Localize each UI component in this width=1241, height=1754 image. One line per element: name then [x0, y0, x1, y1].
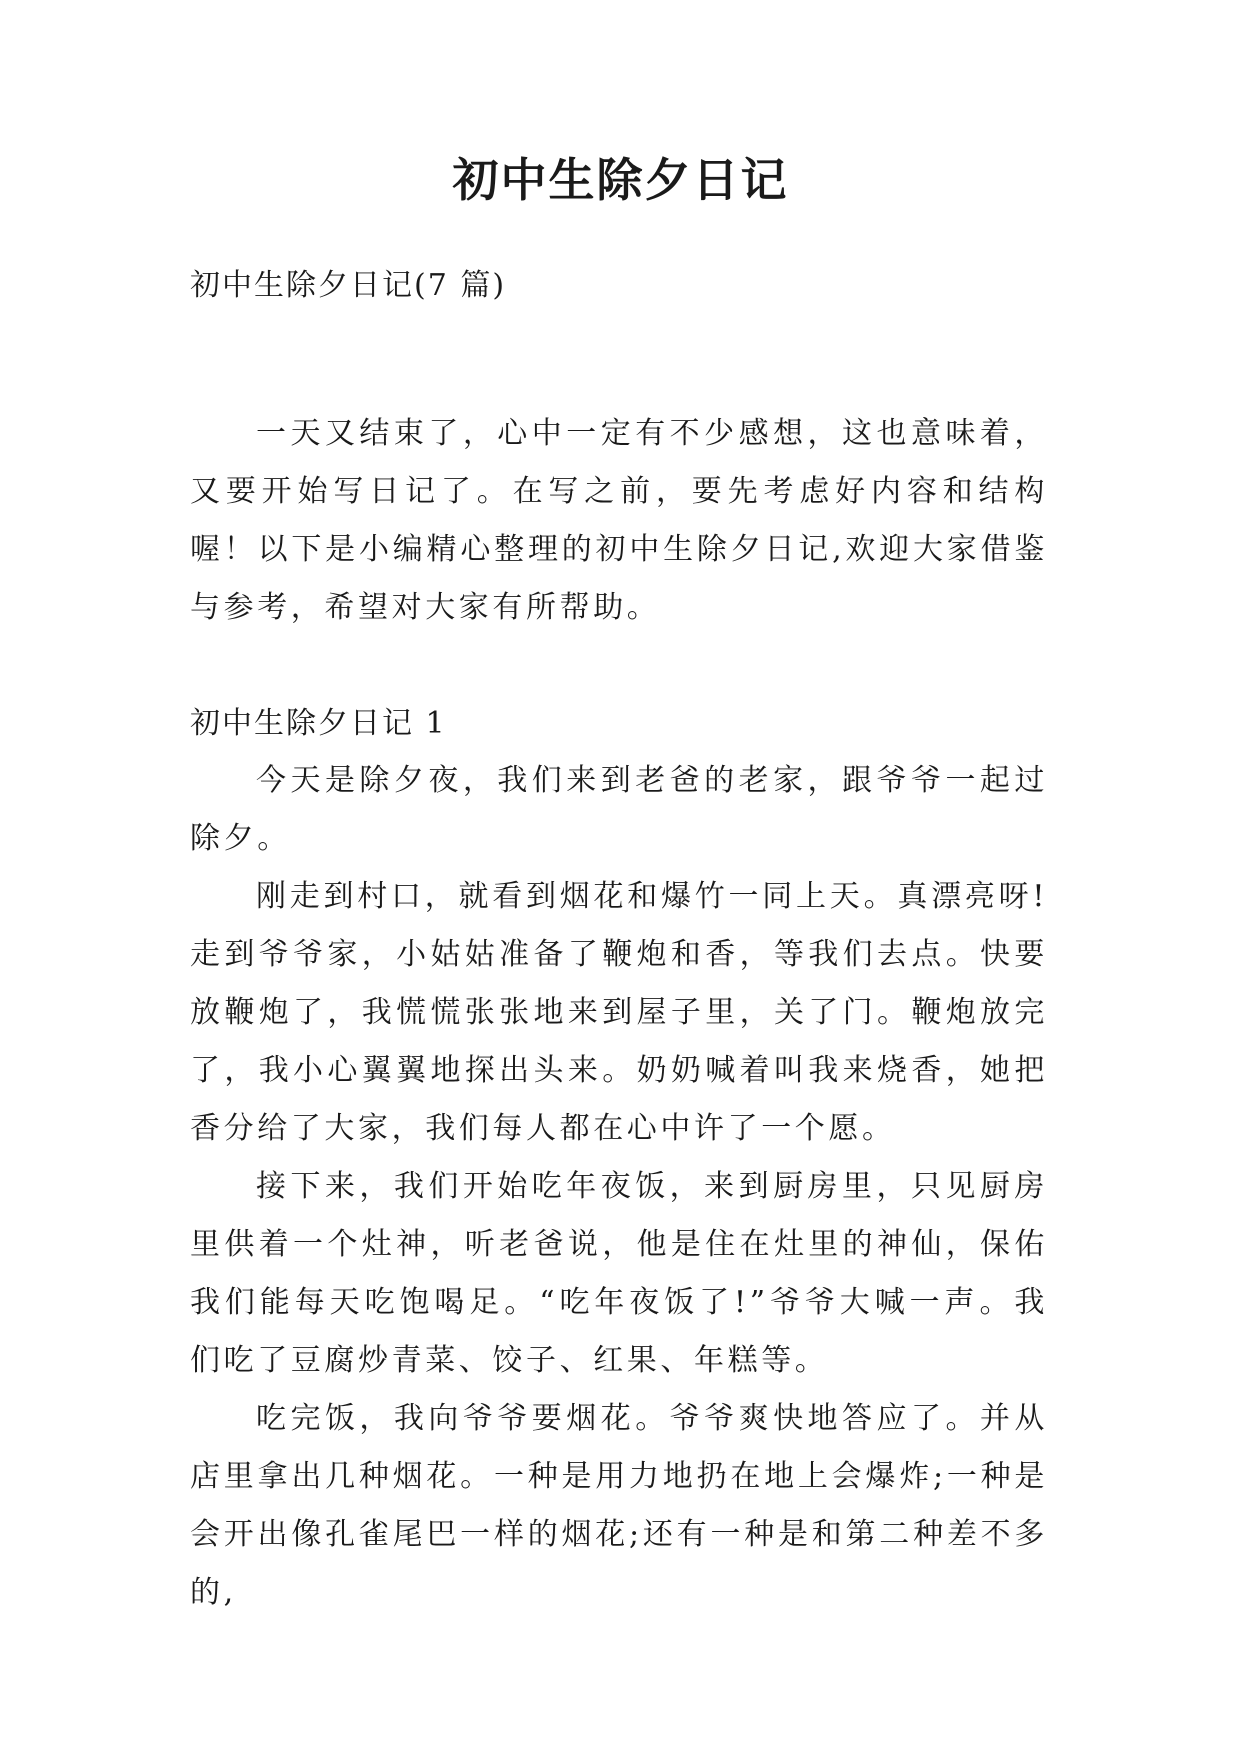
diary-paragraph-4: 吃完饭，我向爷爷要烟花。爷爷爽快地答应了。并从店里拿出几种烟花。一种是用力地扔在地上会爆炸;一种是会开出像孔雀尾巴一样的烟花;还有一种是和第二种差不多的,	[190, 1401, 1048, 1610]
diary-paragraph-2: 刚走到村口，就看到烟花和爆竹一同上天。真漂亮呀!走到爷爷家，小姑姑准备了鞭炮和香，等我们去点。快要放鞭炮了，我慌慌张张地来到屋子里，关了门。鞭炮放完了，我小心翼翼地探出头来。奶奶喊着叫我来烧香，她把香分给了大家，我们每人都在心中许了一个愿。	[190, 879, 1048, 1146]
intro-block	[190, 405, 1048, 637]
section-heading: 初中生除夕日记 1	[190, 706, 447, 741]
document-subtitle: 初中生除夕日记(7 篇)	[190, 268, 507, 303]
diary-body	[190, 752, 1048, 1622]
diary-paragraph-1: 今天是除夕夜，我们来到老爸的老家，跟爷爷一起过除夕。	[190, 763, 1048, 856]
intro-paragraph: 一天又结束了，心中一定有不少感想，这也意味着，又要开始写日记了。在写之前，要先考虑好内容和结构喔！以下是小编精心整理的初中生除夕日记,欢迎大家借鉴与参考，希望对大家有所帮助。	[190, 416, 1048, 625]
diary-paragraph-3: 接下来，我们开始吃年夜饭，来到厨房里，只见厨房里供着一个灶神，听老爸说，他是住在灶里的神仙，保佑我们能每天吃饱喝足。“吃年夜饭了!”爷爷大喊一声。我们吃了豆腐炒青菜、饺子、红果、年糕等。	[190, 1169, 1048, 1378]
document-title: 初中生除夕日记	[452, 153, 789, 207]
